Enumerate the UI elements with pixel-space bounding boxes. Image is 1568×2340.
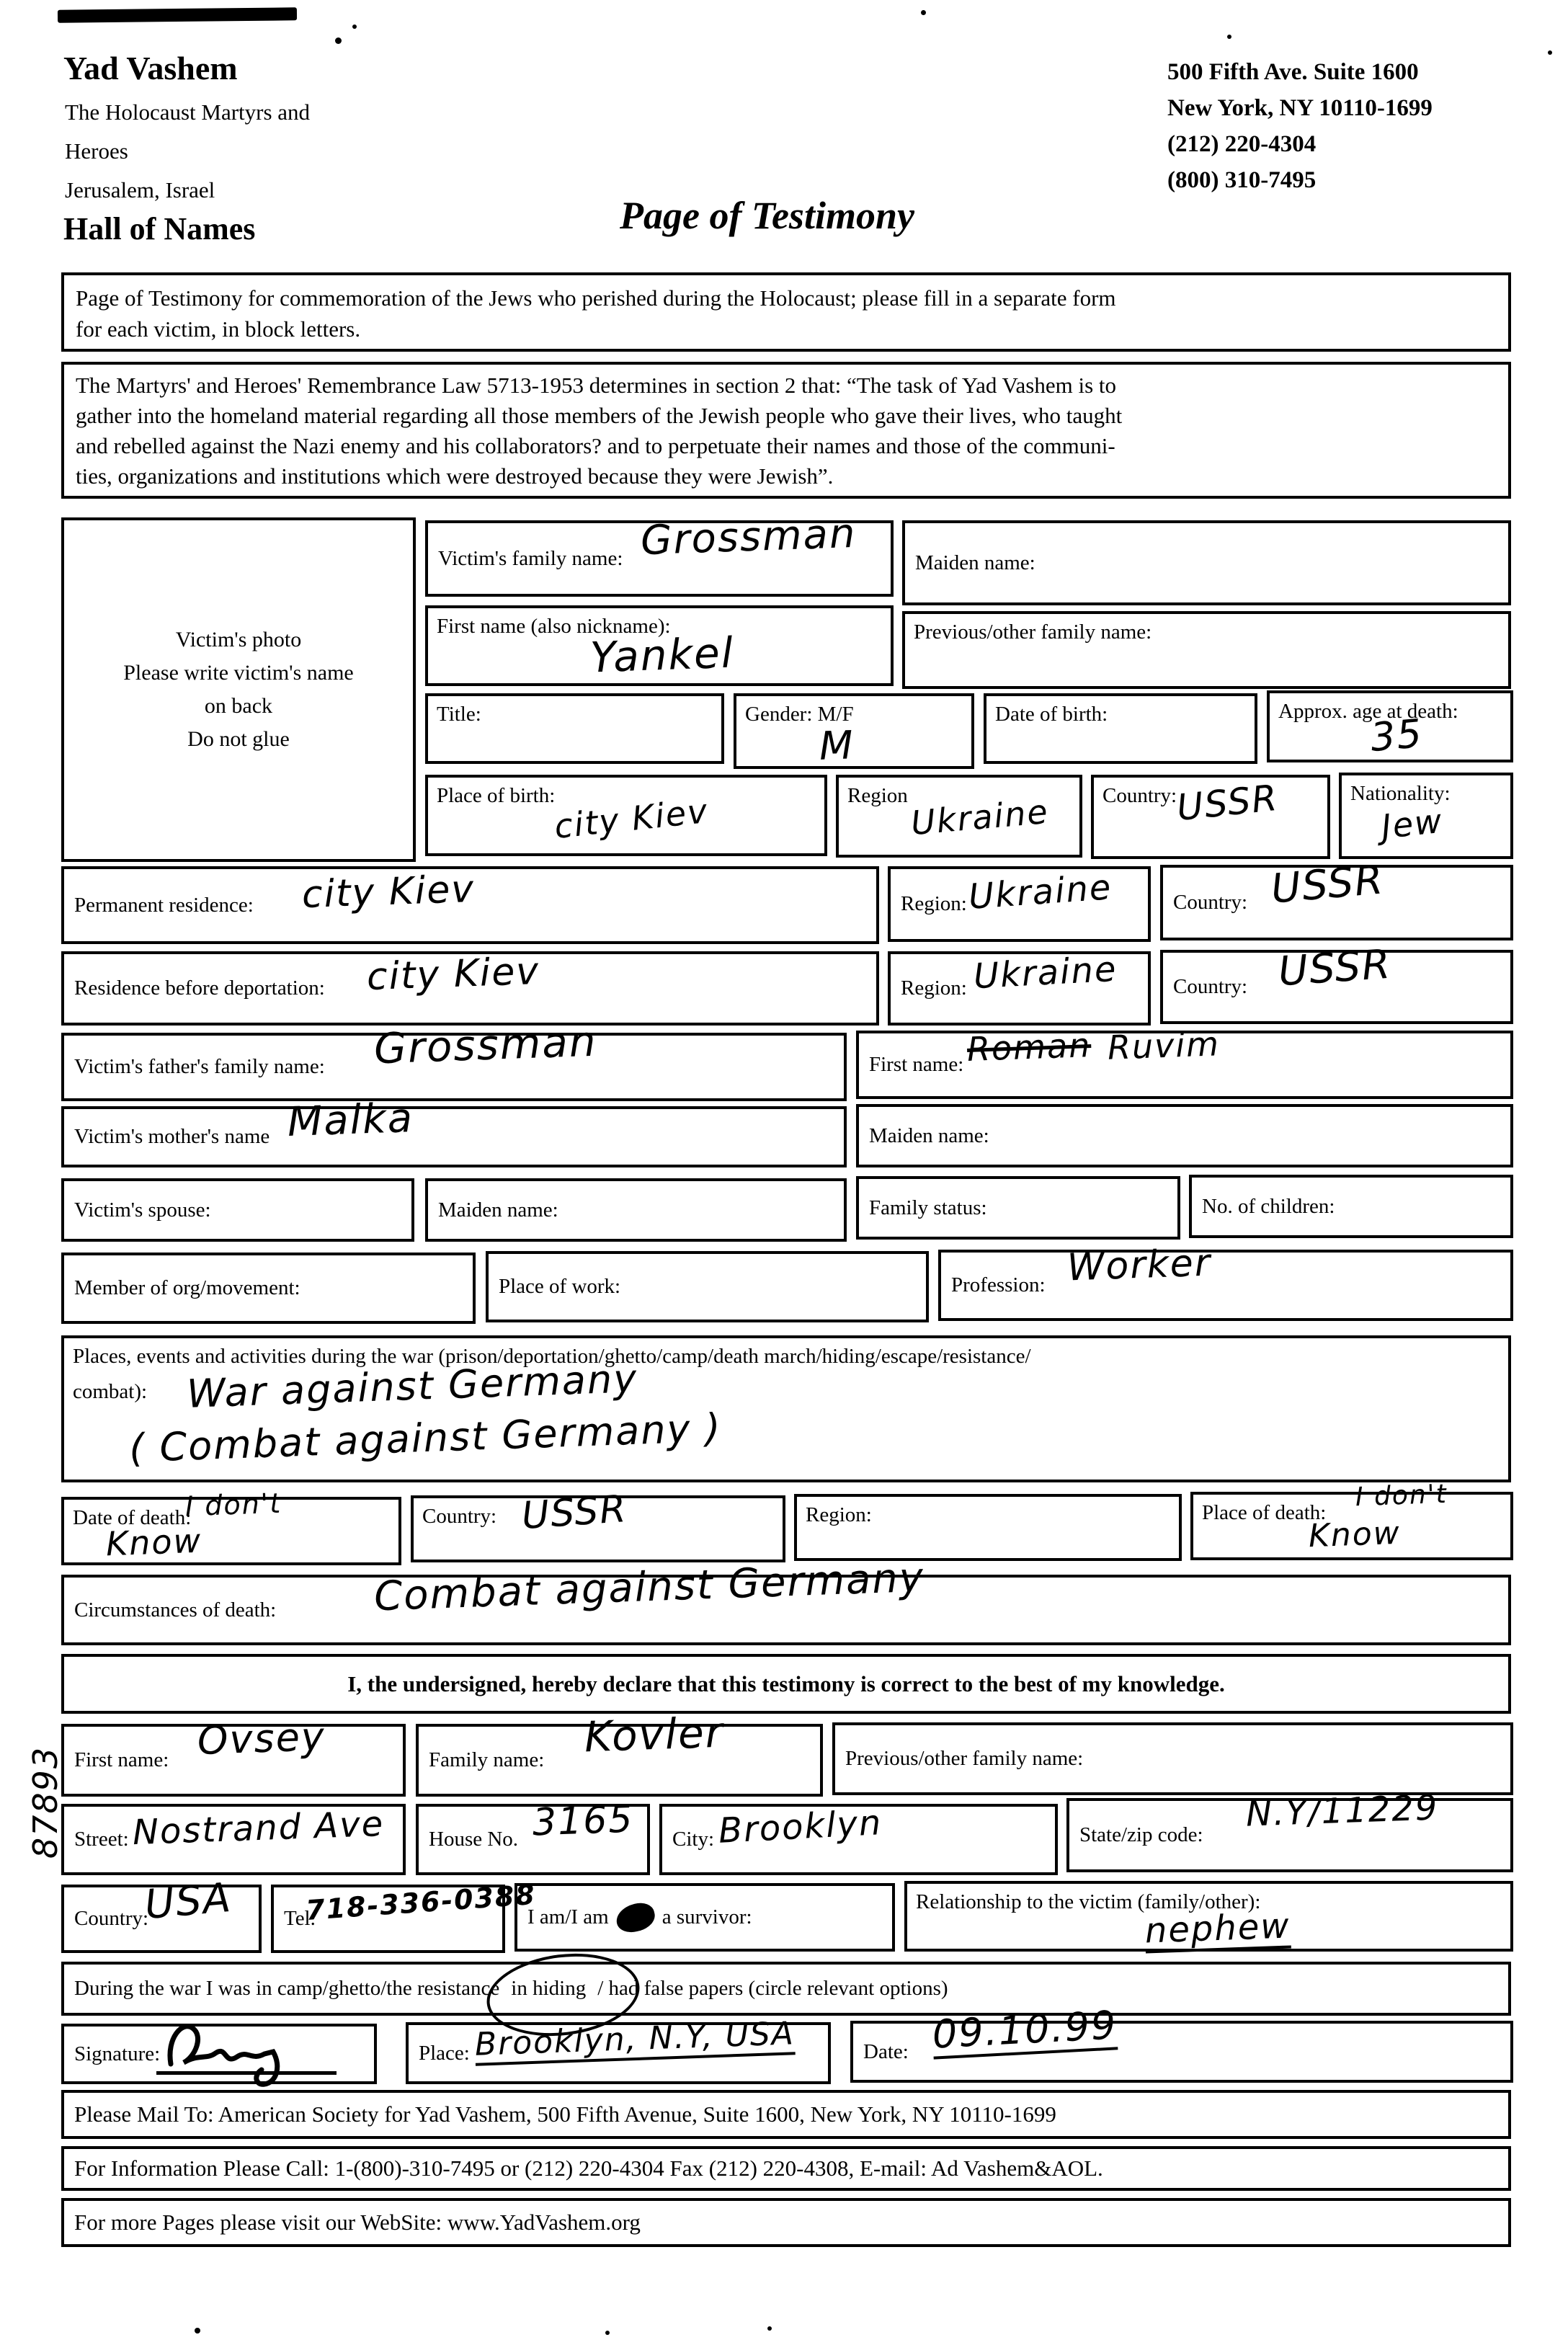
field-signature — [61, 2024, 377, 2084]
law-paragraph-box — [61, 362, 1511, 499]
field-label: Permanent residence: — [74, 893, 254, 917]
field-mother-maiden-name — [856, 1104, 1513, 1167]
scan-speck — [1548, 50, 1552, 55]
field-date-of-death — [61, 1487, 401, 1565]
handwritten-value: Nostrand Ave — [132, 1803, 386, 1854]
during-war-options-box — [61, 1962, 1511, 2016]
handwritten-value: Ukraine — [909, 791, 1051, 843]
website-text: For more Pages please visit our WebSite: www.YadVashem.org — [74, 2210, 641, 2235]
field-city — [659, 1804, 1058, 1875]
mail-to-text: Please Mail To: American Society for Yad Vashem, 500 Fifth Avenue, Suite 1600, New York, NY 10110-1699 — [74, 2101, 1056, 2127]
handwritten-value: Know — [1308, 1514, 1402, 1555]
declaration-box — [61, 1654, 1511, 1714]
field-number-of-children — [1189, 1175, 1513, 1238]
field-family-status — [856, 1176, 1180, 1240]
handwritten-value: city Kiev — [301, 867, 476, 917]
field-gender — [734, 693, 974, 769]
field-label: First name: — [74, 1748, 169, 1772]
handwritten-value: USSR — [520, 1487, 629, 1539]
margin-number: 87893 — [26, 1745, 65, 1859]
field-label: Places, events and activities during the war (prison/deportation/ghetto/camp/death march/hiding/escape/resistance/ — [73, 1345, 1031, 1368]
field-submitter-first-name — [61, 1713, 406, 1797]
handwritten-value: N.Y/11229 — [1245, 1787, 1440, 1835]
handwritten-value: Grossman — [373, 1016, 598, 1074]
handwritten-value: Ukraine — [972, 948, 1118, 997]
field-label: Street: — [74, 1828, 129, 1851]
scan-speck — [767, 2326, 772, 2331]
field-survivor — [514, 1883, 895, 1952]
field-label: Date: — [863, 2039, 909, 2063]
scan-speck — [195, 2328, 200, 2334]
scan-speck — [352, 25, 357, 29]
intro-line: for each victim, in block letters. — [76, 316, 361, 342]
circled-option-label: in hiding — [511, 1977, 587, 2001]
field-previous-family-name — [902, 611, 1511, 689]
field-nationality — [1339, 773, 1513, 859]
law-line: ties, organizations and institutions which were destroyed because they were Jewish”. — [76, 463, 834, 489]
handwritten-value: Jew — [1379, 801, 1446, 847]
handwritten-underline — [156, 2071, 337, 2075]
signature-scribble — [158, 2014, 345, 2093]
field-label: combat): — [73, 1379, 148, 1403]
field-label: Maiden name: — [915, 551, 1035, 574]
field-label: Country: — [74, 1907, 149, 1931]
field-label: Country: — [1102, 784, 1177, 807]
org-phone-line: (212) 220-4304 — [1167, 131, 1317, 157]
handwritten-value: city Kiev — [552, 791, 710, 847]
field-permanent-country — [1160, 856, 1513, 940]
field-label: Previous/other family name: — [914, 620, 1152, 644]
org-address-line: New York, NY 10110-1699 — [1167, 95, 1433, 121]
photo-instruction: Do not glue — [187, 727, 290, 751]
field-mother-name — [61, 1094, 847, 1167]
field-father-family-name — [61, 1016, 847, 1101]
field-label: Place of birth: — [437, 784, 556, 807]
handwritten-value: ( Combat against Germany ) — [128, 1405, 723, 1472]
handwritten-value: Worker — [1066, 1241, 1213, 1290]
field-state-zip — [1066, 1787, 1513, 1872]
scan-speck — [335, 37, 342, 44]
field-label: City: — [672, 1828, 715, 1851]
field-label: / had false papers (circle relevant options) — [597, 1977, 948, 2001]
handwritten-value: War against Germany — [186, 1356, 639, 1417]
handwritten-value: Kovler — [583, 1707, 725, 1762]
handwritten-value: USSR — [1269, 856, 1386, 913]
field-label: Region: — [806, 1503, 872, 1526]
field-birth-region — [836, 775, 1082, 858]
field-place — [406, 2015, 831, 2084]
field-label: Victim's father's family name: — [74, 1055, 325, 1079]
field-age-at-death — [1267, 690, 1513, 762]
handwritten-value: Malka — [286, 1094, 415, 1147]
handwritten-value: Combat against Germany — [373, 1554, 925, 1621]
field-first-name — [425, 605, 894, 686]
field-label: Profession: — [951, 1273, 1046, 1297]
declaration-text: I, the undersigned, hereby declare that this testimony is correct to the best of my knowledge. — [347, 1671, 1225, 1696]
field-label: Approx. age at death: — [1278, 700, 1458, 723]
field-label: Victim's mother's name — [74, 1125, 270, 1149]
handwritten-value: Brooklyn, N.Y, USA — [474, 2018, 796, 2065]
field-label: Region: — [901, 892, 967, 916]
field-residence-before-deportation — [61, 951, 879, 1026]
field-label: Maiden name: — [869, 1124, 989, 1147]
org-hall-of-names: Hall of Names — [63, 211, 256, 246]
info-call-box — [61, 2146, 1511, 2191]
field-label: Member of org/movement: — [74, 1276, 300, 1300]
field-label: Place: — [419, 2041, 470, 2065]
handwritten-value: I don't — [1355, 1479, 1448, 1513]
field-label: Signature: — [74, 2042, 161, 2065]
field-label: Place of work: — [499, 1275, 621, 1299]
field-label: Title: — [437, 703, 481, 726]
field-deportation-region — [888, 948, 1151, 1026]
field-label: Date of death: — [73, 1506, 192, 1529]
org-subtitle-line: Heroes — [65, 138, 128, 164]
field-spouse-maiden-name — [425, 1178, 847, 1242]
field-label: House No. — [429, 1828, 519, 1851]
field-victim-family-name — [425, 510, 894, 597]
field-label: Victim's spouse: — [74, 1198, 211, 1222]
field-circumstances-of-death — [61, 1554, 1511, 1645]
ink-scribble-blob — [613, 1900, 658, 1936]
photo-instruction: Victim's photo — [175, 628, 302, 651]
field-label: Place of death: — [1202, 1501, 1327, 1524]
handwritten-value: I don't — [184, 1487, 282, 1523]
field-tel — [271, 1878, 538, 1953]
field-label: No. of children: — [1202, 1194, 1335, 1218]
field-label: Previous/other family name: — [845, 1747, 1084, 1771]
field-submitter-country — [61, 1874, 262, 1953]
handwritten-value: 3165 — [531, 1797, 635, 1845]
field-father-first-name — [856, 1024, 1513, 1099]
handwritten-value: Ovsey — [196, 1713, 326, 1764]
handwritten-struck-value: Roman — [966, 1026, 1092, 1069]
field-permanent-residence — [61, 866, 879, 944]
field-label: Country: — [1173, 891, 1248, 915]
field-label: First name (also nickname): — [437, 615, 671, 638]
mail-to-box — [61, 2090, 1511, 2139]
field-street — [61, 1804, 406, 1875]
field-profession — [938, 1241, 1513, 1321]
org-subtitle-line: Jerusalem, Israel — [65, 177, 215, 203]
org-name: Yad Vashem — [63, 50, 238, 86]
field-label: Family name: — [429, 1748, 545, 1772]
field-title — [425, 693, 724, 764]
field-house-no — [416, 1797, 650, 1875]
handwritten-value: Brooklyn — [717, 1802, 883, 1851]
field-member-org — [61, 1253, 476, 1324]
handwritten-value: 09.10.99 — [932, 2006, 1118, 2059]
page-title: Page of Testimony — [620, 194, 914, 237]
org-phone-line: (800) 310-7495 — [1167, 167, 1317, 193]
handwritten-value: USSR — [1276, 940, 1394, 996]
field-place-of-death — [1190, 1479, 1513, 1560]
handwritten-value: USSR — [1175, 776, 1280, 829]
field-label: Country: — [1173, 975, 1248, 999]
intro-paragraph-box — [61, 272, 1511, 352]
field-label: Gender: M/F — [745, 703, 854, 726]
photo-instruction: Please write victim's name — [123, 661, 354, 685]
field-date-of-birth — [984, 693, 1257, 764]
handwritten-value: nephew — [1144, 1908, 1291, 1953]
handwritten-value: 35 — [1368, 710, 1425, 761]
field-permanent-region — [888, 866, 1151, 942]
handwritten-value: city Kiev — [366, 949, 541, 1000]
intro-line: Page of Testimony for commemoration of the Jews who perished during the Holocaust; please fill in a separate form — [76, 285, 1116, 311]
field-label: First name: — [869, 1053, 964, 1077]
website-box — [61, 2198, 1511, 2247]
field-label: Victim's family name: — [438, 546, 623, 570]
field-date — [850, 2002, 1513, 2083]
org-subtitle-line: The Holocaust Martyrs and — [65, 99, 311, 125]
handwritten-value: M — [818, 722, 855, 769]
field-submitter-family-name — [416, 1707, 823, 1797]
field-war-places — [61, 1335, 1511, 1482]
handwritten-value: USA — [143, 1874, 234, 1929]
field-label: Region — [847, 784, 908, 807]
field-spouse — [61, 1178, 414, 1242]
photo-instruction: on back — [204, 694, 273, 718]
field-label: Tel. — [284, 1907, 316, 1931]
field-place-of-birth — [425, 775, 827, 856]
handwritten-value: 718-336-0388 — [304, 1878, 538, 1927]
law-line: and rebelled against the Nazi enemy and his collaborators? and to perpetuate their names and those of the communi- — [76, 433, 1115, 459]
field-label: Region: — [901, 977, 967, 1000]
field-label: Maiden name: — [438, 1198, 558, 1222]
handwritten-value: Yankel — [589, 628, 735, 682]
handwritten-value: Ukraine — [967, 867, 1114, 917]
field-maiden-name — [902, 520, 1511, 605]
field-death-region — [794, 1494, 1182, 1561]
field-label: I am/I am — [527, 1905, 609, 1929]
field-label: Relationship to the victim (family/other): — [916, 1890, 1261, 1913]
field-birth-country — [1091, 775, 1330, 859]
field-label: Family status: — [869, 1196, 987, 1219]
field-submitter-previous-family-name — [832, 1722, 1513, 1795]
field-deportation-country — [1160, 940, 1513, 1024]
handwritten-value: Know — [105, 1521, 202, 1564]
victim-photo-box — [61, 517, 416, 862]
scan-speck — [921, 10, 926, 15]
field-label: Country: — [422, 1505, 497, 1528]
scan-speck — [605, 2331, 610, 2335]
scan-speck — [1227, 35, 1231, 39]
field-label: Date of birth: — [995, 703, 1108, 726]
handwritten-value: Grossman — [639, 510, 858, 565]
field-death-country — [411, 1487, 785, 1562]
field-label: State/zip code: — [1079, 1823, 1203, 1847]
org-address-line: 500 Fifth Ave. Suite 1600 — [1167, 59, 1419, 85]
handwritten-value: Ruvim — [1107, 1024, 1221, 1067]
circled-option — [511, 1976, 586, 2001]
field-relationship — [904, 1881, 1513, 1952]
field-label: During the war I was in camp/ghetto/the resistance — [74, 1977, 500, 2001]
field-label: Nationality: — [1350, 782, 1451, 805]
info-call-text: For Information Please Call: 1-(800)-310-7495 or (212) 220-4304 Fax (212) 220-4308, E-mail: Ad Vashem&AOL. — [74, 2156, 1103, 2181]
field-place-of-work — [486, 1251, 929, 1322]
field-label: Residence before deportation: — [74, 977, 325, 1000]
field-label: a survivor: — [662, 1905, 752, 1929]
law-line: The Martyrs' and Heroes' Remembrance Law 5713-1953 determines in section 2 that: “The task of Yad Vashem is to — [76, 373, 1116, 398]
scan-bar-artifact — [58, 7, 297, 22]
field-label: Circumstances of death: — [74, 1598, 277, 1621]
law-line: gather into the homeland material regarding all those members of the Jewish people who gave their lives, who taught — [76, 403, 1123, 429]
